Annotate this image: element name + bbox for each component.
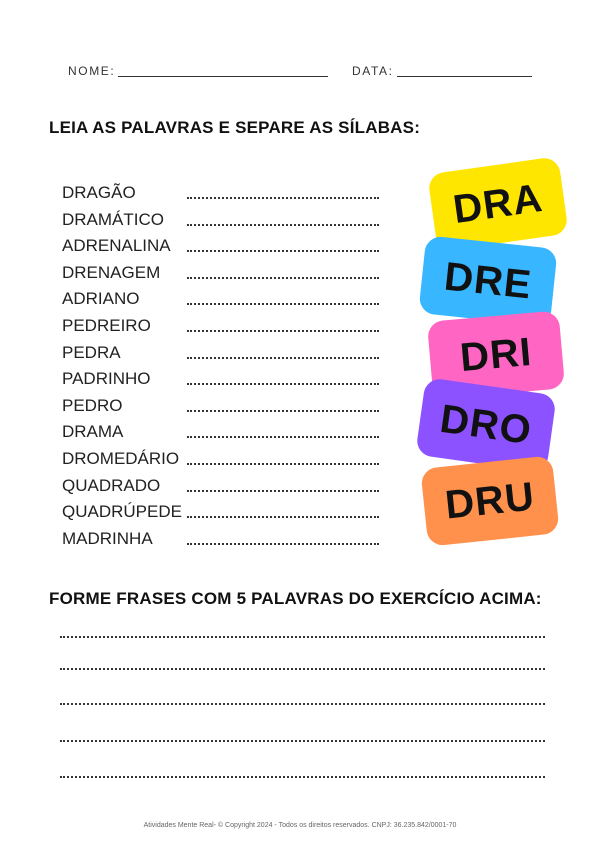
word-text: PEDRA xyxy=(62,342,121,362)
answer-dotted-line[interactable] xyxy=(187,330,379,332)
word-row xyxy=(62,340,392,366)
sentence-line[interactable] xyxy=(60,703,545,705)
syllable-tile-dru: DRU xyxy=(420,455,559,546)
answer-dotted-line[interactable] xyxy=(187,303,379,305)
word-text: DROMEDÁRIO xyxy=(62,449,180,468)
word-row xyxy=(62,499,392,525)
word-row xyxy=(62,473,392,499)
sentence-line[interactable] xyxy=(60,776,545,778)
sentence-line[interactable] xyxy=(60,636,545,638)
word-text: PEDREIRO xyxy=(62,316,151,335)
answer-dotted-line[interactable] xyxy=(187,224,379,226)
word-text: DRENAGEM xyxy=(62,262,161,282)
answer-dotted-line[interactable] xyxy=(187,357,379,359)
word-row xyxy=(62,313,392,339)
word-row xyxy=(62,393,392,419)
word-row xyxy=(62,207,392,233)
sentence-line[interactable] xyxy=(60,668,545,670)
name-label: NOME: xyxy=(68,64,116,78)
word-text: ADRENALINA xyxy=(62,236,171,256)
answer-dotted-line[interactable] xyxy=(187,436,379,438)
answer-dotted-line[interactable] xyxy=(187,383,379,385)
word-row xyxy=(62,233,392,259)
date-label: DATA: xyxy=(352,64,394,78)
syllable-tile-dre: DRE xyxy=(418,235,557,326)
word-text: QUADRADO xyxy=(62,475,161,495)
word-row xyxy=(62,366,392,392)
word-text: QUADRÚPEDE xyxy=(62,502,182,522)
answer-dotted-line[interactable] xyxy=(187,543,379,545)
answer-dotted-line[interactable] xyxy=(187,277,379,279)
exercise2-title: FORME FRASES COM 5 PALAVRAS DO EXERCÍCIO ACIMA: xyxy=(49,589,542,608)
word-row xyxy=(62,260,392,286)
answer-dotted-line[interactable] xyxy=(187,410,379,412)
answer-dotted-line[interactable] xyxy=(187,516,379,518)
word-text: PADRINHO xyxy=(62,369,151,389)
word-text: DRAMA xyxy=(62,422,124,442)
answer-dotted-line[interactable] xyxy=(187,490,379,492)
answer-dotted-line[interactable] xyxy=(187,463,379,465)
syllable-tile-dri: DRI xyxy=(427,310,565,399)
word-row xyxy=(62,419,392,445)
copyright-footer: Atividades Mente Real- © Copyright 2024 - Todos os direitos reservados. CNPJ: 36.235.842/0001-70 xyxy=(143,822,457,829)
word-text: DRAGÃO xyxy=(62,183,136,202)
sentence-line[interactable] xyxy=(60,740,545,742)
word-text: PEDRO xyxy=(62,395,123,415)
answer-dotted-line[interactable] xyxy=(187,197,379,199)
exercise1-title: LEIA AS PALAVRAS E SEPARE AS SÍLABAS: xyxy=(49,118,421,137)
word-text: ADRIANO xyxy=(62,289,140,309)
word-row xyxy=(62,180,392,206)
word-row xyxy=(62,286,392,312)
syllable-tile-dra: DRA xyxy=(427,156,569,252)
syllable-tile-dro: DRO xyxy=(415,377,557,473)
word-row xyxy=(62,446,392,472)
word-row xyxy=(62,526,392,552)
word-text: DRAMÁTICO xyxy=(62,209,164,229)
name-field-line[interactable] xyxy=(118,76,328,77)
word-text: MADRINHA xyxy=(62,528,153,548)
answer-dotted-line[interactable] xyxy=(187,250,379,252)
date-field-line[interactable] xyxy=(397,76,532,77)
